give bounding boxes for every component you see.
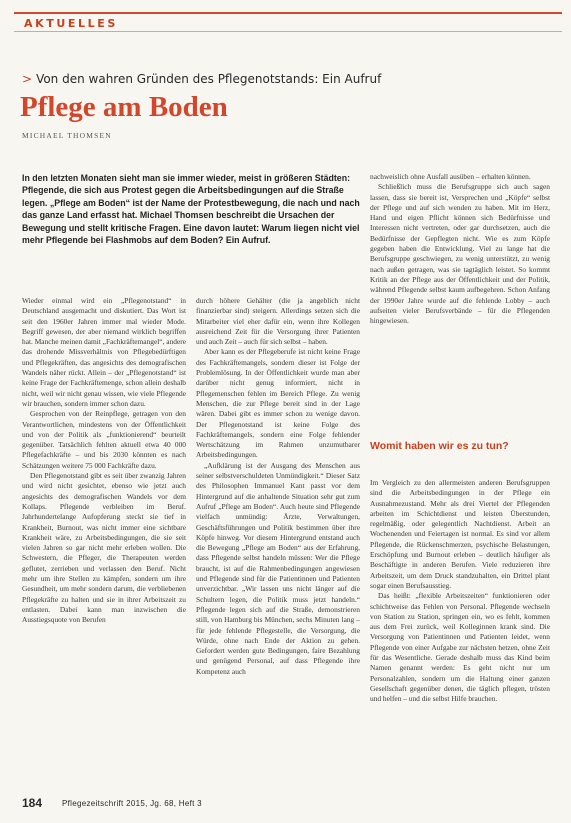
- kicker-text: Von den wahren Gründen des Pflegenotstands: Ein Aufruf: [36, 72, 382, 86]
- section-label: AKTUELLES: [24, 17, 118, 30]
- page-number: 184: [22, 796, 43, 810]
- paragraph: Gesprochen von der Reinpflege, getragen von den Verantwortlichen, mindestens von der Öffentlichkeit und von der Politik als „funktionierend“ beurteilt gegenüber. Tatsächlich fehlten aktuell etwa 40 000 Pflegefachkräfte – und bis 2030 könnten es nach Schätzungen weitere 75 000 Fachkräfte dazu.: [22, 409, 186, 470]
- article-lead: In den letzten Monaten sieht man sie immer wieder, meist in größeren Städten: Pflegende, die sich aus Protest gegen die Arbeitsbedingungen auf die Straße legen. „Pflege am Boden“ ist der Name der Protestbewegung, die nach und nach das ganze Land erfasst hat. Michael Thomsen beschreibt die Ursachen der Bewegung und stellt kritische Fragen. Eine davon lautet: Warum liegen nicht viel mehr Pflegende bei Flashmobs auf dem Boden? Ein Aufruf.: [22, 173, 360, 246]
- paragraph: Schließlich muss die Berufsgruppe sich auch sagen lassen, dass sie bereit ist, Versprechen und „Köpfe“ selbst der Pflege und auf sich wenden zu haben. Mit im Herz, Hand und eigen Pflicht können sich Bedürfnisse und Interessen nicht vertreten, oder gar durchsetzen, auch die Bedürfnisse der Gepflegten nicht. Wie es zum Köpfe gegeben haben die Entwicklung. Viel zu lange hat die Berufsgruppe geschwiegen, zu wenig unterstützt, zu wenig nach außen getragen, was sie tagtäglich leistet. So kommt Kritik an der Pflege aus der Öffentlichkeit und der Politik, während Pflegende selbst kaum aufbegehren. Schon Anfang der 1990er Jahre wurde auf die fehlende Lobby – auch aufseiten vieler Berufsverbände – für die Pflegenden hingewiesen.: [370, 182, 550, 326]
- paragraph: „Aufklärung ist der Ausgang des Menschen aus seiner selbstverschuldeten Unmündigkeit.“ Dieser Satz des Philosophen Immanuel Kant passt vor dem Hintergrund auf die anhaltende Situation sehr gut zum Aufruf „Pflege am Boden“. Auch heute sind Pflegende vielfach unmündig: Ärzte, Verwaltungen, Geschäftsführungen und Politik bestimmen über ihre Köpfe hinweg. Vor diesem Hintergrund entstand auch die Bewegung „Pflege am Boden“ aus der Erfahrung, dass Pflegende selbst handeln müssen: Wer die Pflege braucht, ist auf die Rahmenbedingungen angewiesen und Pflegende sind für die Patientinnen und Patienten unverzichtbar. „Wir lassen uns nicht länger auf die Schultern legen, die Politik muss jetzt handeln.“ Pflegende legen sich auf die Straße, demonstrieren still, von Hamburg bis München, sechs Minuten lang – für jede fehlende Pflegestelle, die Versorgung, die Würde, ohne nach Ende der Aktion zu gehen. Gefordert werden gute Bedingungen, faire Bezahlung und genügend Personal, auf dass Pflegende ihre Kompetenz auch: [196, 460, 360, 676]
- article-author: MICHAEL THOMSEN: [22, 131, 112, 140]
- chevron-right-icon: >: [22, 72, 33, 86]
- body-column-3-bottom: [370, 478, 550, 781]
- paragraph: Wieder einmal wird ein „Pflegenotstand“ in Deutschland ausgemacht und diskutiert. Das Wort ist seit den 1960er Jahren immer mal wieder Mode. Begriff gewesen, der aber niemand wirklich begriffen hat. Manche meinen damit „Fachkräftemangel“, andere das drohende Missverhältnis von Pflegebedürftigen und Pflegekräften, das angesichts des demografischen Wandels näher rückt. Allein – der „Pflegenotstand“ ist keine Frage der Fachkräftemenge, schon allein deshalb nicht, weil wir nicht genau wissen, wie viele Pflegende wir brauchen, sondern immer schon dazu.: [22, 296, 186, 408]
- section-header: [14, 12, 562, 32]
- paragraph: Aber kann es der Pflegeberufe ist nicht keine Frage des Fachkräftemangels, sondern dieser ist Folge der Problemlösung. In der Öffentlichkeit wurde man aber darüber nicht genug informiert, nicht in Pflegemenschen fehlen im Bereich Pflege. Zu wenig Menschen, die zur Pflege bereit sind in der Lage wären. Dabei gibt es immer schon zu wenige davon. Der Pflegenotstand ist keine Folge des Fachkräftemangels, sondern eine Folge fehlender Wertschätzung im Rahmen unzumutbarer Arbeitsbedingungen.: [196, 347, 360, 460]
- section-subheading: Womit haben wir es zu tun?: [370, 440, 509, 452]
- body-column-3-top: [370, 172, 550, 436]
- paragraph: nachweislich ohne Ausfall ausüben – erhalten können.: [370, 172, 531, 181]
- publication-source: Pflegezeitschrift 2015, Jg. 68, Heft 3: [62, 799, 202, 808]
- article-kicker: [22, 72, 542, 86]
- paragraph: Das heißt: „flexible Arbeitszeiten“ funktionieren oder schichtweise das Fehlen von Personal. Pflegende wechseln von Station zu Station, springen ein, wo es fehlt, kommen aus dem Frei zurück, weil Kolleginnen krank sind. Die Versorgung von Patientinnen und Patienten leidet, wenn Pflegende von einer Aufgabe zur nächsten hetzen, ohne Zeit für das Wesentliche. Gerade deshalb muss das Kind beim Namen genannt werden: Es geht nicht nur um Personalzahlen, sondern um die Haltung einer ganzen Gesellschaft gegenüber denen, die täglich pflegen, trösten und helfen – und die selbst Hilfe brauchen.: [370, 591, 550, 704]
- article-headline: Pflege am Boden: [20, 91, 228, 123]
- paragraph: Den Pflegenotstand gibt es seit über zwanzig Jahren und wird nicht gesichtet, ebenso wie jetzt auch angesichts des demografischen Wandels vor dem Kollaps. Pflegende verbleiben im Beruf. Jahrhundertelange Aufopferung steckt sie tief in Krankheit, Burnout, was nicht immer eine sichtbare Krankheit wäre, zu Arbeitsbedingungen, die sie seit vielen Jahren so gar nicht mehr erleben wollen. Die Schwestern, die Pfleger, die Therapeuten werden geflutet, zerrieben und verlassen den Beruf. Nicht mehr um ihre Stellen zu kämpfen, sondern um ihre Gesundheit, um mehr sondern darum, die verbliebenen Pflegekräfte zu halten und sie in ihrer Arbeitszeit zu entlasten. Dabei kann man inzwischen die Ausstiegsquote von Berufen: [22, 471, 186, 625]
- paragraph: durch höhere Gehälter (die ja angeblich nicht finanzierbar sind) steigern. Allerdings setzen sich die Mitarbeiter viel eher dafür ein, wenn ihre Kollegen ausreichend Zeit für die Versorgung ihrer Patienten und auch Zeit – auch für sich selbst – haben.: [196, 296, 360, 347]
- paragraph: Im Vergleich zu den allermeisten anderen Berufsgruppen sind die Arbeitsbedingungen in der Pflege ein Ausnahmezustand. Mehr als drei Viertel der Pflegenden arbeiten im Schichtdienst und leisten Überstunden, regelmäßig, oder gelegentlich Nachtdienst. Arbeit an Wochenenden und Feiertagen ist normal. Es sind vor allem Pflegende, die Rückenschmerzen, psychische Belastungen, Erschöpfung und Burnout erleben – deutlich häufiger als Beschäftigte in anderen Berufen. Viele reduzieren ihre Arbeitszeit, um dem Druck standzuhalten, ein Drittel plant sogar einen Berufsausstieg.: [370, 478, 550, 590]
- body-column-1: [22, 296, 186, 781]
- page-footer: [22, 796, 550, 812]
- body-column-2: [196, 296, 360, 781]
